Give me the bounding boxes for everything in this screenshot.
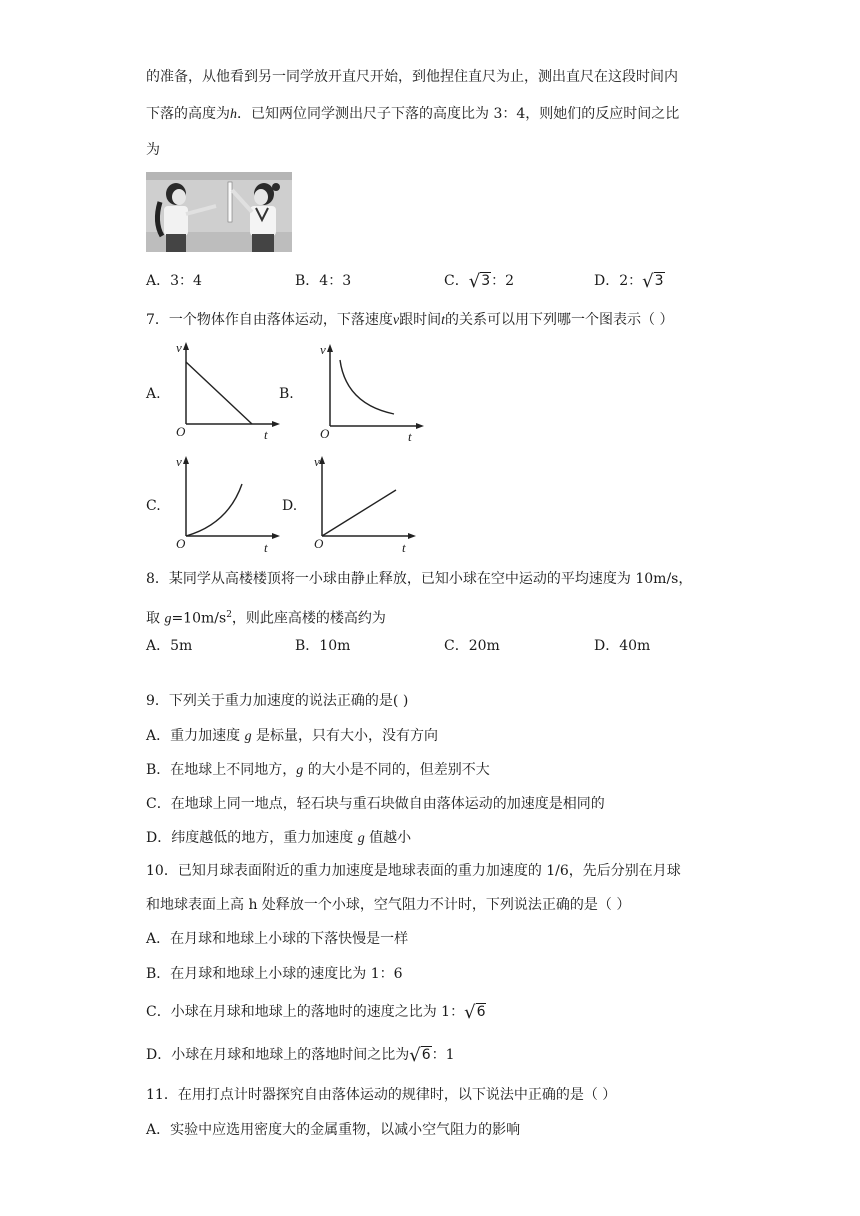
q10-option-d-radicand: 6 (421, 1047, 431, 1063)
graph-d-origin-label: O (314, 536, 324, 551)
q6-option-b: B．4：3 (295, 273, 352, 289)
q6-line2-a: 下落的高度为 (146, 106, 230, 122)
q9-option-d-text-b: 值越小 (364, 830, 412, 846)
graph-b-t-label: t (408, 429, 412, 444)
q11-option-a: A．实验中应选用密度大的金属重物，以减小空气阻力的影响 (146, 1122, 521, 1138)
q7-v-symbol: v (392, 313, 400, 328)
q7-stem-a: 7．一个物体作自由落体运动，下落速度 (146, 312, 393, 328)
q8-option-b: B．10m (295, 638, 351, 654)
graph-d-v-label: v (314, 454, 320, 469)
q11-stem: 11．在用打点计时器探究自由落体运动的规律时，以下说法中正确的是（ ） (146, 1087, 617, 1103)
sqrt-symbol: √3 (468, 271, 491, 292)
graph-c-origin-label: O (176, 536, 186, 551)
graph-c-v-label: v (176, 454, 182, 469)
q6-option-d-prefix: D．2： (594, 273, 643, 289)
q10-line2: 和地球表面上高 h 处释放一个小球，空气阻力不计时，下列说法正确的是（ ） (146, 897, 631, 913)
q10-option-d (146, 1045, 455, 1066)
students-ruler-illustration (146, 172, 292, 252)
graph-d-label: D. (282, 498, 298, 514)
sqrt-symbol: √6 (464, 1002, 486, 1023)
q9-option-a-text-b: 是标量，只有大小，没有方向 (251, 728, 439, 744)
graph-a-label: A. (146, 386, 161, 402)
q6-option-c-radicand: 3 (481, 273, 491, 289)
q9-option-a (146, 726, 438, 747)
q6-line3: 为 (146, 142, 160, 158)
q7-t-symbol: t (441, 313, 446, 328)
q8-line1: 8．某同学从高楼楼顶将一小球由静止释放，已知小球在空中运动的平均速度为 10m/s， (146, 571, 693, 587)
q6-line1: 的准备，从他看到另一同学放开直尺开始，到他捏住直尺为止，测出直尺在这段时间内 (146, 69, 678, 85)
q10-option-b: B．在月球和地球上小球的速度比为 1：6 (146, 966, 403, 982)
q9-option-b-text-a: B．在地球上不同地方， (146, 762, 297, 778)
q6-option-c-suffix: ：2 (491, 273, 515, 289)
graph-b-v-label: v (320, 342, 326, 357)
q10-option-c (146, 1002, 486, 1023)
q6-option-c-prefix: C． (444, 273, 469, 289)
graph-d-t-label: t (402, 540, 406, 555)
q6-h-symbol: h (230, 107, 237, 122)
q10-option-a: A．在月球和地球上小球的下落快慢是一样 (146, 931, 409, 947)
graph-c-label: C. (146, 498, 161, 514)
q8-line2-a: 取 (146, 610, 165, 627)
q9-option-d-g-symbol: g (357, 831, 365, 846)
q10-option-d-prefix: D．小球在月球和地球上的落地时间之比为 (146, 1047, 410, 1063)
q6-option-d (594, 271, 665, 292)
students-ruler-photo (146, 172, 292, 252)
q10-option-c-prefix: C．小球在月球和地球上的落地时的速度之比为 1： (146, 1004, 465, 1020)
graph-a-t-label: t (264, 427, 268, 442)
graph-a-origin-label: O (176, 424, 186, 439)
q6-line2-b: ．已知两位同学测出尺子下落的高度比为 3：4，则她们的反应时间之比 (237, 106, 680, 122)
graph-c (172, 452, 282, 558)
q10-line1: 10．已知月球表面附近的重力加速度是地球表面的重力加速度的 1/6，先后分别在月球 (146, 863, 681, 879)
q9-stem: 9．下列关于重力加速度的说法正确的是( ) (146, 693, 409, 709)
q9-option-b-g-symbol: g (296, 763, 304, 778)
sqrt-symbol: √3 (642, 271, 664, 292)
q9-option-b (146, 760, 490, 781)
q8-option-a: A．5m (146, 638, 193, 654)
q8-line2 (146, 605, 386, 630)
graph-d (312, 452, 422, 558)
q7-stem-b: 跟时间 (399, 312, 442, 328)
q8-g-symbol: g (164, 611, 172, 627)
graph-b-label: B. (279, 386, 294, 402)
q9-option-a-text-a: A．重力加速度 (146, 728, 245, 744)
graph-b-origin-label: O (320, 426, 330, 441)
q6-option-a: A．3：4 (146, 273, 202, 289)
q9-option-d (146, 828, 411, 849)
sqrt-symbol: √6 (409, 1045, 431, 1066)
q9-option-b-text-b: 的大小是不同的，但差别不大 (303, 762, 490, 778)
q6-option-d-radicand: 3 (654, 273, 664, 289)
q10-option-c-radicand: 6 (476, 1004, 486, 1020)
q8-superscript: 2 (226, 610, 232, 620)
graph-a-v-label: v (176, 340, 182, 355)
q9-option-a-g-symbol: g (244, 729, 252, 744)
q10-option-d-suffix: ：1 (431, 1047, 455, 1063)
q8-option-c: C．20m (444, 638, 500, 654)
graph-b (316, 340, 426, 446)
q6-option-c (444, 271, 514, 292)
graph-c-t-label: t (264, 540, 268, 555)
graph-a (172, 338, 282, 444)
q9-option-c: C．在地球上同一地点，轻石块与重石块做自由落体运动的加速度是相同的 (146, 796, 605, 812)
q7-stem-c: 的关系可以用下列哪一个图表示（ ） (445, 312, 674, 328)
q6-line2 (146, 104, 679, 125)
q8-line2-b: =10m/s (171, 610, 227, 627)
q7-stem (146, 310, 673, 331)
q8-line2-c: ，则此座高楼的楼高约为 (231, 610, 386, 627)
q9-option-d-text-a: D．纬度越低的地方，重力加速度 (146, 830, 358, 846)
q8-option-d: D．40m (594, 638, 651, 654)
